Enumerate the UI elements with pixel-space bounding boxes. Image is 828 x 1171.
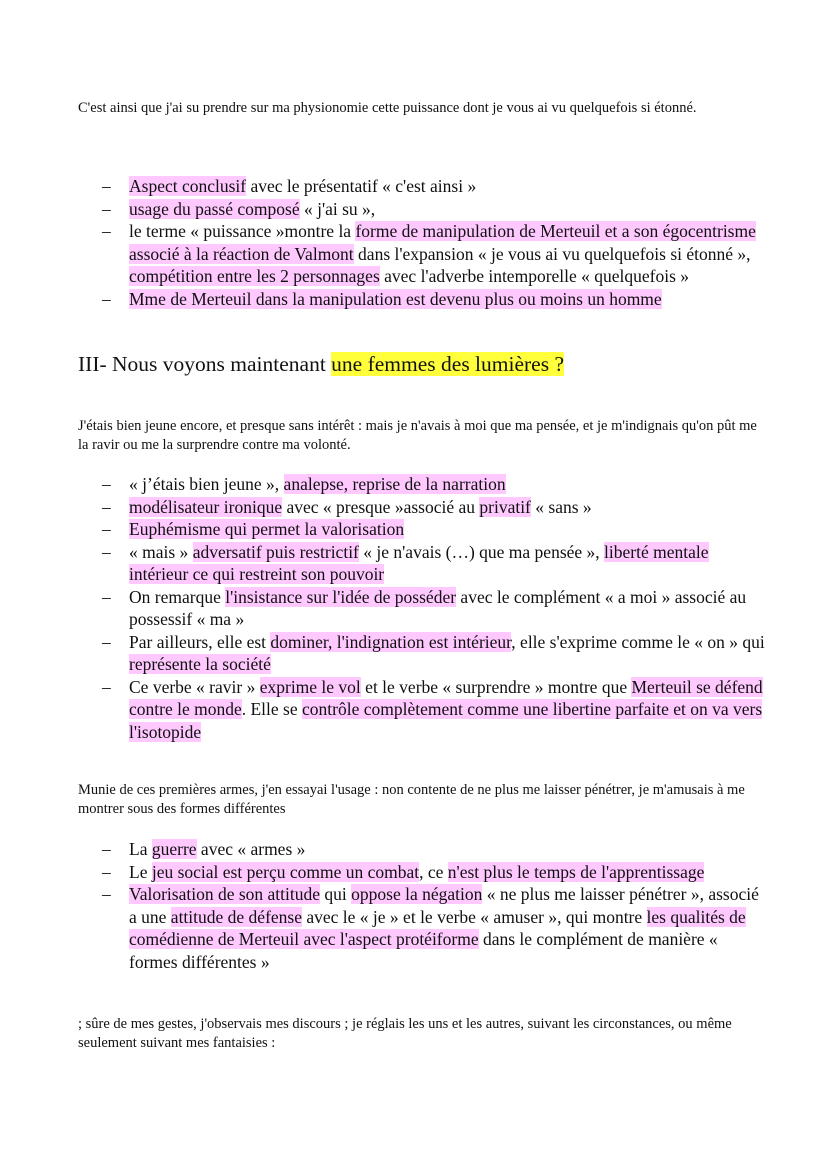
list-text: , elle s'exprime comme le « on » qui: [511, 631, 765, 652]
quote-passage-4: ; sûre de mes gestes, j'observais mes discours ; je réglais les uns et les autres, suivant les circonstances, ou même seulement suivant mes fantaisies :: [78, 1016, 732, 1051]
analysis-list-1: [78, 175, 768, 310]
list-text: « sans »: [530, 496, 592, 517]
highlighted-text: dominer, l'indignation est intérieur: [270, 631, 512, 652]
list-text: « j’étais bien jeune »,: [129, 474, 284, 494]
list-text: « j'ai su »,: [299, 198, 376, 219]
quote-passage-2: J'étais bien jeune encore, et presque sans intérêt : mais je n'avais à moi que ma pensée, et je m'indignais qu'on pût me la ravir ou me la surprendre contre ma volonté.: [78, 418, 757, 453]
list-text: avec « armes »: [196, 839, 306, 859]
list-text: La: [129, 839, 152, 859]
list-item: [78, 198, 768, 221]
list-item: [78, 861, 768, 884]
highlighted-text: l'insistance sur l'idée de posséder: [225, 586, 457, 607]
list-text: Le: [129, 861, 152, 882]
list-text: avec « presque »associé au: [282, 496, 480, 517]
list-item: [78, 175, 768, 198]
list-text: avec le complément « a moi » associé au possessif « ma »: [129, 586, 747, 629]
highlighted-text: oppose la négation: [351, 884, 483, 904]
highlighted-text: Euphémisme qui permet la valorisation: [129, 519, 405, 539]
list-text: On remarque: [129, 586, 226, 607]
analysis-list-3: [78, 838, 768, 973]
highlighted-text: les qualités de comédienne de Merteuil avec l'aspect protéiforme: [129, 906, 746, 949]
list-item: [78, 220, 768, 288]
list-text: dans le complément de manière « formes différentes »: [129, 929, 718, 972]
list-item: [78, 883, 768, 973]
list-item: [78, 676, 768, 744]
highlighted-text: n'est plus le temps de l'apprentissage: [447, 861, 705, 882]
highlighted-text: privatif: [479, 496, 531, 517]
highlighted-text: adversatif puis restrictif: [192, 541, 359, 562]
quote-passage-3: Munie de ces premières armes, j'en essayai l'usage : non contente de ne plus me laisser pénétrer, je m'amusais à me montrer sous des formes différentes: [78, 782, 745, 817]
highlighted-text: exprime le vol: [259, 676, 361, 697]
list-text: . Elle se: [241, 699, 302, 719]
highlighted-text: usage du passé composé: [129, 198, 300, 219]
list-text: « ne plus me laisser pénétrer », associé a une: [129, 884, 759, 927]
list-item: [78, 288, 768, 311]
quote-passage-1: C'est ainsi que j'ai su prendre sur ma physionomie cette puissance dont je vous ai vu quelquefois si étonné.: [78, 100, 697, 116]
list-item: [78, 473, 768, 496]
list-item: [78, 541, 768, 586]
highlighted-text: Valorisation de son attitude: [129, 884, 321, 904]
highlighted-text: modélisateur ironique: [129, 496, 283, 517]
analysis-list-2: [78, 473, 768, 743]
highlighted-text: représente la société: [129, 654, 271, 674]
section-heading: [78, 350, 564, 378]
list-item: [78, 518, 768, 541]
list-text: avec le « je » et le verbe « amuser », qui montre: [302, 906, 647, 927]
list-text: qui: [320, 884, 352, 904]
highlighted-text: compétition entre les 2 personnages: [129, 266, 380, 286]
list-text: avec le présentatif « c'est ainsi »: [246, 176, 477, 196]
highlighted-text: guerre: [151, 839, 197, 859]
highlighted-text: jeu social est perçu comme un combat: [151, 861, 420, 882]
list-text: avec l'adverbe intemporelle « quelquefois »: [379, 266, 690, 286]
highlighted-text: Merteuil se défend contre le monde: [129, 676, 763, 719]
list-item: [78, 586, 768, 631]
highlighted-text: attitude de défense: [170, 906, 302, 927]
list-text: et le verbe « surprendre » montre que: [360, 676, 632, 697]
highlighted-text: Mme de Merteuil dans la manipulation est devenu plus ou moins un homme: [129, 288, 662, 309]
list-text: Par ailleurs, elle est: [129, 631, 271, 652]
list-item: [78, 631, 768, 676]
list-text: , ce: [419, 861, 448, 882]
list-item: [78, 496, 768, 519]
list-text: dans l'expansion « je vous ai vu quelquefois si étonné »,: [353, 243, 751, 264]
highlighted-text: contrôle complètement comme une libertine parfaite et on va vers l'isotopide: [129, 699, 763, 742]
list-text: « mais »: [129, 541, 193, 562]
heading-text: III- Nous voyons maintenant: [78, 352, 332, 376]
list-text: Ce verbe « ravir »: [129, 676, 260, 697]
highlighted-text: liberté mentale intérieur ce qui restreint son pouvoir: [129, 541, 709, 584]
highlighted-text: analepse, reprise de la narration: [283, 474, 506, 494]
highlighted-text: Aspect conclusif: [129, 176, 247, 196]
highlighted-text: forme de manipulation de Merteuil et a son égocentrisme associé à la réaction de Valmont: [129, 221, 756, 264]
list-text: le terme « puissance »montre la: [129, 221, 356, 241]
list-text: « je n'avais (…) que ma pensée »,: [358, 541, 605, 562]
list-item: [78, 838, 768, 861]
heading-highlight: une femmes des lumières ?: [331, 352, 565, 376]
